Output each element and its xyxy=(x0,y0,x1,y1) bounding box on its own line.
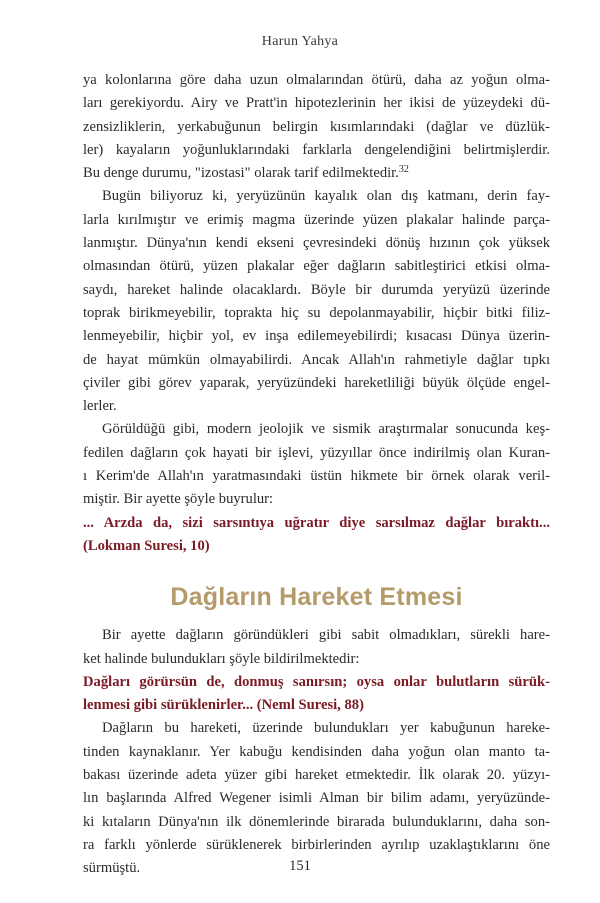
paragraph-5-line: bakası üzerinde adeta yüzer gibi hareket etmektedir. İlk olarak 20. yüzyı- xyxy=(83,767,550,784)
paragraph-1-line: ler) kayaların yoğunluklarındaki farklarla dengelendiğini belirtmişlerdir. xyxy=(83,141,550,158)
paragraph-2-line: çiviler gibi görev yaparak, yeryüzündeki hareketliliği büyük ölçüde engel- xyxy=(83,374,550,391)
paragraph-5-line: Dağların bu hareketi, üzerinde bulundukları yer kabuğunun hareke- xyxy=(102,720,550,737)
verse-2-line: lenmesi gibi sürüklenirler... (Neml Suresi, 88) xyxy=(83,697,364,714)
paragraph-2-line: larla kırılmıştır ve erimiş magma üzerinde yüzen plakalar halinde parça- xyxy=(83,211,550,228)
paragraph-2-line: olmasından ötürü, yüzen plakalar eğer dağların sabitleştirici etkisi olma- xyxy=(83,258,550,275)
paragraph-5-line: sürmüştü. xyxy=(83,860,141,877)
paragraph-2-line: Bugün biliyoruz ki, yeryüzünün kayalık olan dış katmanı, derin fay- xyxy=(102,188,550,205)
paragraph-3-line: Görüldüğü gibi, modern jeolojik ve sismik araştırmalar sonucunda keş- xyxy=(102,421,550,438)
paragraph-3-line: miştir. Bir ayette şöyle buyrulur: xyxy=(83,491,274,508)
running-head-author: Harun Yahya xyxy=(261,34,339,49)
verse-1-line: ... Arzda da, sizi sarsıntıya uğratır diye sarsılmaz dağlar bıraktı... xyxy=(83,514,550,531)
paragraph-1-line: ya kolonlarına göre daha uzun olmalarından ötürü, daha az yoğun olma- xyxy=(83,72,550,88)
paragraph-5-line: lın başlarında Alfred Wegener isimli Alman bir bilim adamı, yeryüzünde- xyxy=(83,790,550,807)
paragraph-4-line: ket halinde bulundukları şöyle bildirilmektedir: xyxy=(83,650,360,667)
verse-1-citation: (Lokman Suresi, 10) xyxy=(83,537,210,554)
footnote-reference: 32 xyxy=(398,164,409,176)
section-heading: Dağların Hareket Etmesi xyxy=(170,583,463,612)
paragraph-2-line: toprak birikmeyebilir, toprakta hiç su depolanmayabilir, hiçbir bitki filiz- xyxy=(83,304,550,321)
paragraph-5-line: tinden kaynaklanır. Yer kabuğu kendisinden daha yoğun olan manto ta- xyxy=(83,743,550,760)
paragraph-1-text: Bu denge durumu, "izostasi" olarak tarif edilmektedir. xyxy=(83,165,399,182)
page-number: 151 xyxy=(289,858,311,874)
paragraph-4-line: Bir ayette dağların göründükleri gibi sabit olmadıkları, sürekli hare- xyxy=(102,627,550,644)
body-text xyxy=(83,69,550,881)
paragraph-5-line: ra farklı yönlerde sürüklenerek birbirlerinden ayrılıp uzaklaştıklarını öne xyxy=(83,836,550,853)
paragraph-1-line: ları gerekiyordu. Airy ve Pratt'in hipotezlerinin her ikisi de yüzeydeki dü- xyxy=(83,95,550,112)
paragraph-1-line: zensizliklerin, yerkabuğunun belirgin kısımlarındaki (dağlar ve düzlük- xyxy=(83,118,550,135)
paragraph-3-line: ı Kerim'de Allah'ın yaratmasındaki üstün hikmete bir örnek olarak veril- xyxy=(83,468,550,485)
paragraph-1-line-last xyxy=(83,162,550,185)
paragraph-2-line: lerler. xyxy=(83,398,117,415)
paragraph-2-line: saydı, hareket halinde olacaklardı. Böyle bir durumda yeryüzü üzerinde xyxy=(83,281,550,298)
verse-2-line: Dağları görürsün de, donmuş sanırsın; oysa onlar bulutların sürük- xyxy=(83,673,550,690)
paragraph-5-line: ki kıtaların Dünya'nın ilk dönemlerinde birarada bulunduklarını, daha son- xyxy=(83,813,550,830)
paragraph-2-line: lanmıştır. Dünya'nın kendi ekseni çevresindeki dönüş hızının çok yüksek xyxy=(83,235,550,252)
paragraph-2-line: de hayat mümkün olmayabilirdi. Ancak Allah'ın rahmetiyle dağlar tıpkı xyxy=(83,351,550,368)
paragraph-3-line: fedilen dağların çok hayati bir işlevi, yüzyıllar önce indirilmiş olan Kuran- xyxy=(83,444,550,461)
paragraph-2-line: lenmeyebilir, hiçbir yol, ev inşa edilemeyebilirdi; kısacası Dünya üzerin- xyxy=(83,328,550,345)
